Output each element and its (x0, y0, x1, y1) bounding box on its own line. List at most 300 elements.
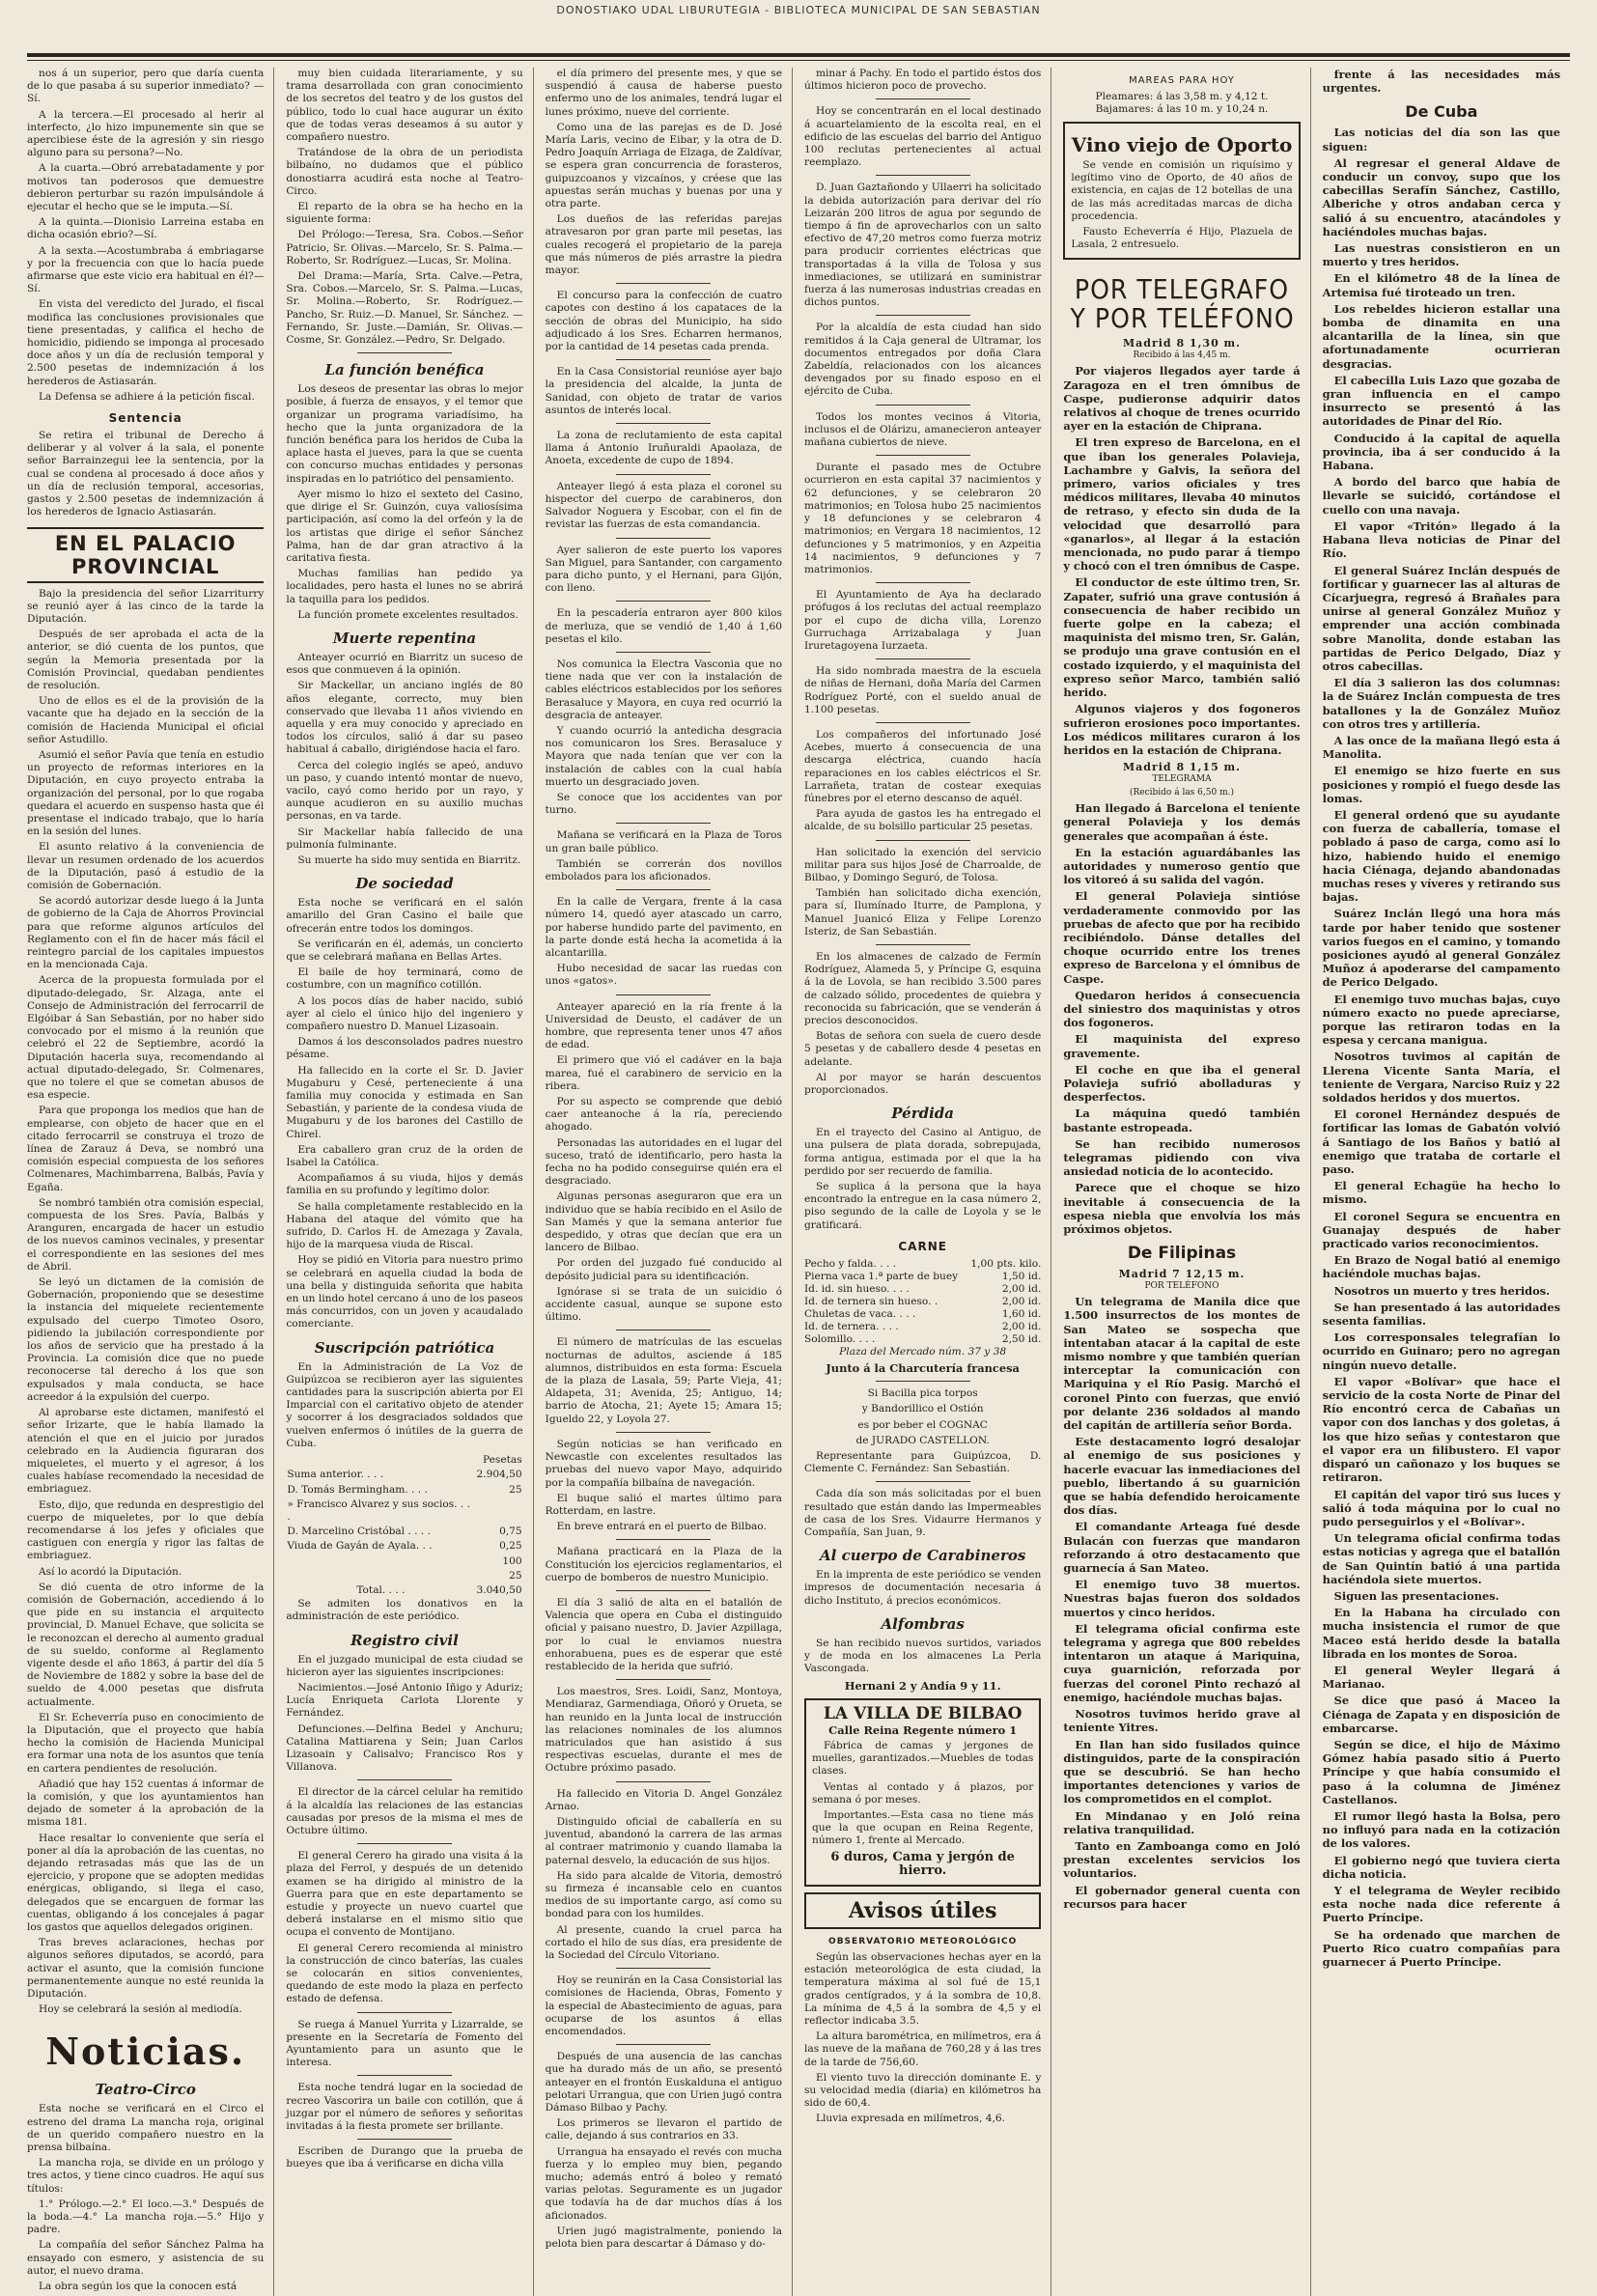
paragraph: La función promete excelentes resultados. (297, 608, 518, 621)
paragraph: Sir Mackellar, un anciano inglés de 80 años elegante, correcto, muy bien conservado que llevaba 11 años viviendo en aquella y era muy conocido y apreciado en todos los círculos, salió á dar su paseo habitual á caballo, dirigiéndose hacia el faro. (286, 680, 523, 756)
paragraph: Ha fallecido en Vitoria D. Angel González Arnao. (545, 1787, 782, 1812)
paragraph: El día 3 salió de alta en el batallón de Valencia que opera en Cuba el distinguido oficial y paisano nuestro, D. Javier Azpillaga, por lo cual le enviamos nuestra enhorabuena, pues es de esperar que esté restablecido de la herida que sufrió. (545, 1596, 782, 1672)
column-3 (546, 68, 793, 2296)
paragraph: Para que proponga los medios que han de emplearse, con objeto de hacer que en el citado ferrocarril se construya el trozo de línea de Zarauz á Deva, se nombró una comisión especial compuesta de los señores Colmenares, Machimbarrena, Balbás, Pavía y Egaña. (27, 1105, 265, 1193)
paragraph: En la Casa Consistorial reunióse ayer bajo la presidencia del alcalde, la junta de Sanidad, con objeto de tratar de varios asuntos de interés local. (545, 366, 782, 416)
paragraph: Cada día son más solicitadas por el buen resultado que están dando las Impermeables de casa de los Sres. Vidaurre Hermanos y Compañía, San Juan, 9. (804, 1488, 1042, 1539)
paragraph: Y cuando ocurrió la antedicha desgracia nos comunicaron los Sres. Berasaluce y Mayora que nada tenían que ver con la instalación de cables con la cual había muerto un desgraciado joven. (545, 724, 782, 788)
paragraph: Siguen las presentaciones. (1333, 1588, 1499, 1603)
heading-de-sociedad: De sociedad (355, 875, 454, 893)
table-row: 25 (509, 1569, 522, 1582)
paragraph: Un telegrama oficial confirma todas estas noticias y agrega que el batallón de San Quintín batió á una partida haciéndola siete muertos. (1322, 1531, 1560, 1586)
separator (616, 359, 711, 360)
paragraph: Al presente, cuando la cruel parca ha cortado el hilo de sus días, era presidente de la Sociedad del Círculo Vitoriano. (545, 1923, 782, 1961)
paragraph: Algunos viajeros y dos fogoneros sufrieron erosiones poco importantes. Los médicos militares curaron á los heridos en la estación de Chiprana. (1063, 702, 1301, 757)
paragraph: Ayer salieron de este puerto los vapores San Miguel, para Santander, con cargamento para dicho punto, y el Hernani, para Gijón, con lleno. (545, 544, 782, 595)
paragraph: El Sr. Echeverría puso en conocimiento de la Diputación, que el proyecto que había hecho la comisión de Hacienda Municipal era formar una nota de los asuntos que tenía en cartera pendientes de resolución. (27, 1711, 265, 1775)
paragraph: En breve entrará en el puerto de Bilbao. (556, 1521, 767, 1533)
heading-por-telegrafo (1063, 275, 1300, 333)
vino-oporto-ad (1063, 122, 1300, 260)
paragraph: Ha sido nombrada maestra de la escuela de niñas de Hernani, doña María del Carmen Rodríguez Porté, con el sueldo anual de 1.100 pesetas. (804, 665, 1042, 715)
paragraph: El buque salió el martes último para Rotterdam, en lastre. (545, 1492, 782, 1517)
paragraph: Se han recibido nuevos surtidos, variados y de moda en los almacenes La Perla Vascongada. (804, 1637, 1042, 1675)
separator (616, 283, 711, 284)
table-row: Suma anterior. . . . 2.904,50 (287, 1469, 522, 1481)
paragraph: Por viajeros llegados ayer tarde á Zaragoza en el tren ómnibus de Caspe, pudieronse adquirir datos relativos al choque de trenes ocurrido ayer en la estación de Chiprana. (1063, 364, 1301, 434)
paragraph: muy bien cuidada literariamente, y su trama desarrollada con gran conocimiento de los secretos del teatro y de los gustos del público, todo lo cual hace augurar un éxito que de todas veras deseamos á su autor y compañero nuestro. (286, 68, 523, 144)
paragraph: Se han recibido numerosos telegramas pidiendo con viva ansiedad noticia de lo acontecido. (1063, 1136, 1301, 1179)
paragraph: Acerca de la propuesta formulada por el diputado-delegado, Sr. Alzaga, ante el Consejo de Administración del ferrocarril de Elgóibar á San Sebastián, por no haber sido convocado por el mismo á la reunión que celebró el 22 de Septiembre, acordó la Diputación hacerla suya, recomendando al actual diputado-delegado, Sr. Colmenares, que no tolere el que se cometan abusos de esa especie. (27, 974, 265, 1102)
paragraph: Anteayer apareció en la ría frente á la Universidad de Deusto, el cadáver de un hombre, que representa tener unos 47 años de edad. (545, 1000, 782, 1051)
table-row: Id. id. sin hueso. . . . 2,00 id. (804, 1282, 1042, 1295)
heading-noticias: Noticias. (45, 2030, 246, 2074)
paragraph: Se ruega á Manuel Yurrita y Lizarralde, se presente en la Secretaría de Fomento del Ayuntamiento para un asunto que le interesa. (286, 2018, 523, 2069)
separator (876, 658, 970, 659)
heading-muerte-repentina: Muerte repentina (332, 629, 477, 647)
separator (876, 175, 970, 176)
paragraph: Se leyó un dictamen de la comisión de Gobernación, proponiendo que se desestime la instancia del miquelete recientemente expulsado del cuerpo Timoteo Osoro, pidiendo la jubilación correspondiente por los años de servicio que ha prestado á la Provincia. La comisión dice que no puede reconocerse tal derecho á los que son expulsados y mala conducta, se hace acreedor á la expulsión del cuerpo. (27, 1276, 265, 1403)
paragraph: Después de ser aprobada el acta de la anterior, se dió cuenta de los puntos, que según la Memoria presentada por la Comisión Provincial, quedaban pendientes de resolución. (27, 629, 265, 691)
telegrama-label: TELEGRAMA (1152, 774, 1212, 785)
paragraph: El capitán del vapor tiró sus luces y salió á toda máquina por lo cual no pudo perseguirlos y el «Bolívar». (1322, 1487, 1560, 1528)
paragraph: En la estación aguardábanles las autoridades y numeroso gentío que los vitoreó á su salida del vagón. (1063, 845, 1301, 887)
column-5 (1063, 68, 1310, 2296)
paragraph: Al regresar el general Aldave de conducir un convoy, supo que los cabecillas Serafín Sánchez, Castillo, Alberiche y otros andaban cerca y salió á su encuentro, atacándoles y haciéndoles muchas bajas. (1322, 155, 1560, 238)
paragraph: Hoy se concentrarán en el local destinado á acuartelamiento de la escolta real, en el edificio de las escuelas del barrio del Antiguo 100 reclutas pertenecientes al actual reemplazo. (804, 105, 1042, 169)
masthead-rule (27, 53, 1570, 57)
separator (616, 474, 711, 475)
paragraph: Y el telegrama de Weyler recibido esta noche nada dice referente á Puerto Príncipe. (1322, 1883, 1560, 1925)
paragraph: Hoy se celebrará la sesión al mediodía. (39, 2003, 242, 2016)
cognac-ad-line: de JURADO CASTELLON. (855, 1434, 990, 1446)
paragraph: Los maestros, Sres. Loidi, Sanz, Montoya, Mendiaraz, Garmendiaga, Oñoró y Orueta, se han reunido en la Junta local de instrucción las relaciones nominales de los alumnos matriculados que han asistido á sus respectivas escuelas, durante el mes de Octubre próximo pasado. (545, 1686, 782, 1775)
paragraph: Cerca del colegio inglés se apeó, anduvo un paso, y cuando intentó montar de nuevo, vacilo, cayó como herido por un rayo, y aunque acudieron en su auxilio muchas personas, en va tarde. (286, 759, 523, 823)
paragraph: Se suplica á la persona que la haya encontrado la entregue en la casa número 2, piso segundo de la calle de Loyola y se le gratificará. (804, 1181, 1042, 1231)
tide-info (1063, 91, 1300, 116)
paragraph: Los corresponsales telegrafían lo ocurrido en Guinaro; pero no agregan ningún nuevo detalle. (1322, 1330, 1560, 1372)
paragraph: D. Juan Gaztañondo y Ullaerri ha solicitado la debida autorización para derivar del río Leizarán 200 litros de agua por segundo de tiempo á fin de aprovecharlos con un salto efectivo de 47,20 metros como fuerza motriz para producir corrientes eléctricas que transportadas á la villa de Tolosa y sus inmediaciones, se utilizará en suministrar fuerza á las numerosas industrias creadas en dichos puntos. (804, 182, 1042, 309)
separator (876, 722, 970, 723)
paragraph: Ignórase si se trata de un suicidio ó accidente casual, aunque se supone esto último. (545, 1285, 782, 1324)
paragraph: El enemigo se hizo fuerte en sus posiciones y rompió el fuego desde las lomas. (1322, 764, 1560, 805)
paragraph: Se ha ordenado que marchen de Puerto Rico cuatro compañías para guarnecer á Puerto Príncipe. (1322, 1927, 1560, 1969)
paragraph: El general Echagüe ha hecho lo mismo. (1322, 1179, 1560, 1207)
paragraph: Según las observaciones hechas ayer en la estación meteorológica de esta ciudad, la temperatura máxima al sol fué de 15,1 grados centígrados, y á la sombra de 10,8. La mínima de 4,5 á la sombra de 4,5 y el reflector indicaba 3.5. (804, 1950, 1042, 2027)
paragraph: En vista del veredicto del Jurado, el fiscal modifica las conclusiones provisionales que tiene presentadas, y califica el hecho de homicidio, pidiendo se imponga al procesado doce años y un día de reclusión temporal y 2.500 pesetas de indemnización á los herederos de Astiasarán. (27, 298, 265, 387)
paragraph: 1.° Prólogo.—2.° El loco.—3.° Después de la boda.—4.° La mancha roja.—5.° Hijo y padre. (27, 2198, 265, 2236)
paragraph: Este destacamento logró desalojar al enemigo de sus posiciones y hacerle evacuar las inmediaciones del pueblo, libertando á su guarnición que se había defendido heroicamente dos días. (1063, 1435, 1301, 1518)
table-row: Solomillo. . . . 2,50 id. (804, 1332, 1042, 1345)
paragraph: Nosotros tuvimos herido grave al teniente Yitres. (1063, 1707, 1301, 1735)
subs-header: Pesetas (483, 1454, 522, 1467)
paragraph: El general Polavieja sintióse verdaderamente conmovido por las pruebas de afecto que por ha recibido recibiéndolo. Dánse detalles del choque ocurrido entre los trenes expreso de Barcelona y el ómnibus de Caspe. (1063, 889, 1301, 986)
paragraph: En Brazo de Nogal batió al enemigo haciéndole muchas bajas. (1322, 1253, 1560, 1281)
separator (357, 2075, 452, 2076)
paragraph: Tras breves aclaraciones, hechas por algunos señores diputados, se acordó, para activar el asunto, que la comisión funcione permanentemente aunque no esté reunida la Diputación. (27, 1937, 265, 2001)
paragraph: Urrangua ha ensayado el revés con mucha fuerza y lo empleo muy bien, pegando mucho; además entró á boleo y remató varias pelotas. Seguramente es un jugador que todavía ha de dar muchos días á los aficionados. (545, 2145, 782, 2222)
paragraph: El coronel Hernández después de fortificar las lomas de Gabatón volvió á Santiago de los Baños y batió al enemigo que trataba de cortarle el paso. (1322, 1107, 1560, 1177)
paragraph: Han llegado á Barcelona el teniente general Polavieja y los demás generales que acompañan á éste. (1063, 801, 1301, 843)
paragraph: También han solicitado dicha exención, para sí, Ilumínado Iturre, de Pamplona, y Manuel Juanicó Eliza y Felipe Lorenzo Isteriz, de San Sebastián. (804, 887, 1042, 938)
paragraph: el día primero del presente mes, y que se suspendió á causa de haberse puesto enfermo uno de los animales, tendrá lugar el lunes próximo, nueve del corriente. (545, 68, 782, 118)
paragraph: Añadió que hay 152 cuentas á informar de la comisión, y que los ayuntamientos han dejado de someter á la aprobación de la misma 181. (27, 1778, 265, 1829)
separator (357, 2012, 452, 2013)
separator (616, 823, 711, 824)
dateline: Madrid 8 1,30 m. (1122, 337, 1242, 350)
cognac-ad-rep: Representante para Guipúzcoa, D. Clemente C. Fernández: San Sebastián. (804, 1450, 1042, 1475)
vino-title: Vino viejo de Oporto (1071, 133, 1293, 156)
heading-de-filipinas: De Filipinas (1127, 1244, 1237, 1264)
heading-carabineros: Al cuerpo de Carabineros (820, 1547, 1026, 1565)
ad-line: 6 duros, Cama y jergón de hierro. (830, 1849, 1015, 1878)
table-row: 100 (502, 1554, 522, 1567)
paragraph: Todos los montes vecinos á Vitoria, inclusos el de Olárizu, amanecieron anteayer mañana cubiertos de nieve. (804, 410, 1042, 449)
paragraph: Al por mayor se harán descuentos proporcionados. (804, 1071, 1042, 1097)
cognac-ad-line: y Bandorillico el Ostión (861, 1403, 984, 1415)
separator (876, 944, 970, 945)
heading-de-cuba: De Cuba (1405, 102, 1478, 122)
paragraph: Se conoce que los accidentes van por turno. (545, 791, 782, 817)
paragraph: Al aprobarse este dictamen, manifestó el señor Irizarte, que le había llamado la atención el que en el juicio por jurados celebrado en la Audiencia figuraran dos miqueletes, el muerto y el agresor, á los cuales habíase recomendado la necesidad de embriaguez. (27, 1407, 265, 1496)
paragraph: Se dice que pasó á Maceo la Ciénaga de Zapata y en disposición de embarcarse. (1322, 1694, 1560, 1735)
paragraph: La compañía del señor Sánchez Palma ha ensayado con esmero, y asistencia de su autor, el nuevo drama. (27, 2239, 265, 2277)
paragraph: minar á Pachy. En todo el partido éstos dos últimos hicieron poco de provecho. (804, 68, 1042, 93)
table-row: » Francisco Alvarez y sus socios. . . . (287, 1498, 470, 1523)
paragraph: Para ayuda de gastos les ha entregado el alcalde, de su bolsillo particular 25 pesetas. (804, 808, 1042, 833)
cognac-ad-line: es por beber el COGNAC (857, 1418, 988, 1431)
separator (616, 1539, 711, 1540)
paragraph: En el juzgado municipal de esta ciudad se hicieron ayer las siguientes inscripciones: (286, 1653, 523, 1678)
paragraph: Tratándose de la obra de un periodista bilbaíno, no dudamos que el público donostiarra acudirá esta noche al Teatro-Circo. (286, 147, 523, 197)
paragraph: El enemigo tuvo 38 muertos. Nuestras bajas fueron dos soldados muertos y cinco heridos. (1063, 1578, 1301, 1619)
paragraph: Ayer mismo lo hizo el sexteto del Casino, que dirige el Sr. Guinzón, cuya valiosísima participación, así como la del orfeón y la de los artistas que dirige el señor Sánchez Palma, han de dar gran atractivo á la caritativa fiesta. (286, 488, 523, 564)
paragraph: Lluvia expresada en milímetros, 4,6. (816, 2113, 1005, 2125)
paragraph: A bordo del barco que había de llevarle se suicidó, cortándose el cuello con una navaja. (1322, 475, 1560, 517)
paragraph: Las noticias del día son las que siguen: (1322, 126, 1560, 154)
paragraph: En la pescadería entraron ayer 800 kilos de merluza, que se vendió de 1,40 á 1,60 pesetas el kilo. (545, 607, 782, 645)
paragraph: La zona de reclutamiento de esta capital llama á Antonio Iruñuraldi Apaolaza, de Anoeta, excedente de cupo de 1894. (545, 430, 782, 467)
table-total-row: Total. . . . 3.040,50 (356, 1583, 522, 1596)
received-line: (Recibido á las 6,50 m.) (1130, 788, 1234, 798)
paragraph: El día 3 salieron las dos columnas: la de Suárez Inclán compuesta de tres batallones y la de González Muñoz con otros tres y artillería. (1322, 676, 1560, 731)
paragraph: En el kilómetro 48 de la línea de Artemisa fué tiroteado un tren. (1322, 271, 1560, 299)
paragraph: El director de la cárcel celular ha remitido á la alcaldía las relaciones de las estancias causadas por presos de la misma el mes de Octubre último. (286, 1786, 523, 1836)
paragraph: Hoy se pidió en Vitoria para nuestro primo se celebrará en aquella ciudad la boda de una bella y distinguida señorita que habita en un lindo hotel cercano á uno de los paseos más concurridos, con un joven y acaudalado comerciante. (286, 1254, 523, 1330)
separator (876, 455, 970, 456)
paragraph: A la sexta.—Acostumbraba á embriagarse y por la frecuencia con que lo hacía puede afirmarse que este vicio era habitual en él?—Sí. (27, 244, 265, 295)
paragraph: Muchas familias han pedido ya localidades, pero hasta el lunes no se abrirá la taquilla para los pedidos. (286, 568, 523, 605)
paragraph: Han solicitado la exención del servicio militar para sus hijos José de Charroalde, de Bilbao, y Domingo Seguró, de Tolosa. (804, 846, 1042, 883)
paragraph: La obra según los que la conocen está (39, 2281, 238, 2293)
paragraph: El baile de hoy terminará, como de costumbre, con un magnífico cotillón. (286, 966, 523, 992)
paragraph: Por su aspecto se comprende que debió caer anteanoche á la ría, pereciendo ahogado. (545, 1096, 782, 1134)
paragraph: En Ilan han sido fusilados quince distinguidos, parte de la conspiración que se descubrió. Se han hecho importantes detenciones y varios de los comprometidos en el complot. (1063, 1737, 1301, 1806)
heading-funcion-benefica: La función benéfica (324, 361, 485, 379)
separator (876, 405, 970, 406)
paragraph: Su muerte ha sido muy sentida en Biarritz. (297, 854, 521, 866)
paragraph: El viento tuvo la dirección dominante E. y su velocidad media (diaria) en kilómetros ha sido de 60,4. (804, 2071, 1042, 2110)
paragraph: Acompañamos á su viuda, hijos y demás familia en su profundo y legítimo dolor. (286, 1172, 523, 1197)
dateline: Madrid 7 12,15 m. (1118, 1268, 1246, 1281)
paragraph: Mañana se verificará en la Plaza de Toros un gran baile público. (545, 829, 782, 854)
paragraph: El número de matrículas de las escuelas nocturnas de adultos, asciende á 185 alumnos, distribuidos en esta forma: Escuela de la plaza de Lasala, 59; Parte Vieja, 41; Aldapeta, 31; Avenida, 25; Antiguo, 14; barrio de Atocha, 21; Ayete 15; Amara 15; Igueldo 22, y Loyola 27. (545, 1336, 782, 1425)
avisos-utiles-box (804, 1892, 1041, 1929)
paragraph: En la calle de Vergara, frente á la casa número 14, quedó ayer atascado un carro, por haberse hundido parte del pavimento, en la parte donde está hecha la acometida á la alcantarilla. (545, 896, 782, 959)
separator (616, 1432, 711, 1433)
heading-alfombras: Alfombras (881, 1614, 965, 1633)
ad-line: Importantes.—Esta casa no tiene más que la que ocupan en Reina Regente, número 1, frente al Mercado. (812, 1808, 1034, 1847)
paragraph: El enemigo tuvo muchas bajas, cuyo número exacto no puede apreciarse, porque las retiraron todas en la espesa y cercana manigua. (1322, 992, 1560, 1048)
paragraph: Damos á los desconsolados padres nuestro pésame. (286, 1036, 523, 1061)
paragraph: Escriben de Durango que la prueba de bueyes que iba á verificarse en dicha villa (286, 2145, 523, 2170)
paragraph: En la Administración de La Voz de Guipúzcoa se recibieron ayer las siguientes cantidades para la suscripción abierta por El Imparcial con el caritativo objeto de atender y socorrer á los desgraciados soldados que vuelven enfermos ó inútiles de la guerra de Cuba. (286, 1360, 523, 1449)
heading-carne: CARNE (898, 1239, 947, 1253)
paragraph: El gobernador general cuenta con recursos para hacer (1063, 1883, 1301, 1911)
paragraph: Urien jugó magistralmente, poniendo la pelota bien para descartar á Dámaso y do- (545, 2225, 782, 2251)
paragraph: Anteayer llegó á esta plaza el coronel su hispector del cuerpo de carabineros, don Salvador Noguera y Escobar, con el fin de revistar las fuerzas de esta comandancia. (545, 480, 782, 531)
received-line: POR TELÉFONO (1144, 1281, 1219, 1292)
paragraph: La máquina quedó también bastante estropeada. (1063, 1106, 1301, 1134)
paragraph: Quedaron heridos á consecuencia del siniestro dos maquinistas y otros dos fogoneros. (1063, 988, 1301, 1030)
separator (357, 1843, 452, 1844)
paragraph: Ha fallecido en la corte el Sr. D. Javier Mugaburu y Cesé, perteneciente á una familia muy conocida y estimada en San Sebastián, y pariente de la condesa viuda de Mugaburu y de los barones del Castillo de Chirel. (286, 1064, 523, 1140)
masthead-rule-thin (27, 60, 1570, 61)
paragraph: Algunas personas aseguraron que era un individuo que se había recibido en el Asilo de San Mamés y que la semana anterior fue despedido, y otras que decían que era un lancero de Bilbao. (545, 1190, 782, 1254)
tide-high: Pleamares: á las 3,58 m. y 4,12 t. (1095, 91, 1269, 102)
paragraph: El Ayuntamiento de Aya ha declarado prófugos á los reclutas del actual reemplazo por el cupo de dicha villa, Lorenzo Gurruchaga Arrizabalaga y Juan Iruretagoyena Iurzaeta. (804, 589, 1042, 652)
paragraph: El general Cerero ha girado una visita á la plaza del Ferrol, y después de un detenido examen se ha dirigido al ministro de la Guerra para que en este departamento se estudie y proyecte un nuevo cuartel que deberá instalarse en el mismo sitio que ocupa el convento de Montijano. (286, 1850, 523, 1939)
villa-de-bilbao-ad (804, 1698, 1041, 1887)
paragraph: Distinguido oficial de caballería en su juventud, abandonó la carrera de las armas al contraer matrimonio y cuando llamaba la paternal desvelo, la educación de sus hijos. (545, 1815, 782, 1866)
table-row: Id. de ternera. . . . 2,00 id. (804, 1320, 1042, 1332)
paragraph: En los almacenes de calzado de Fermín Rodríguez, Alameda 5, y Príncipe G, esquina á la de Lovola, se han recibido 3.500 pares de calzado sólido, procedentes de quiebra y reconocida su fabricación, que se venderán á precios desconocidos. (804, 950, 1042, 1026)
paragraph: La mancha roja, se divide en un prólogo y tres actos, y tiene cinco cuadros. He aquí sus títulos: (27, 2157, 265, 2195)
paragraph: Así lo acordó la Diputación. (39, 1565, 182, 1578)
separator (616, 1590, 711, 1591)
separator (616, 423, 711, 424)
carne-address: Plaza del Mercado núm. 37 y 38 (839, 1345, 1007, 1358)
separator (616, 2044, 711, 2045)
separator (876, 1381, 970, 1382)
received-line: Recibido á las 4,45 m. (1133, 350, 1231, 361)
paragraph: Esto, dijo, que redunda en desprestigio del cuerpo de miqueletes, por lo que debía recomendarse á los jefes y oficiales que castiguen con energía y rigor las faltas de embriaguez. (27, 1498, 265, 1562)
paragraph: Nos comunica la Electra Vasconia que no tiene nada que ver con la instalación de cables eléctricos establecidos por los señores Berasaluce y Mayora, en cuya red ocurrió la desgracia de anteayer. (545, 658, 782, 721)
paragraph: Las nuestras consistieron en un muerto y tres heridos. (1322, 241, 1560, 269)
paragraph: El concurso para la confección de cuatro capotes con destino á los capataces de la sección de obras del Municipio, ha sido adjudicado á los Sres. Echarren hermanos, por la cantidad de 14 pesetas cada prenda. (545, 290, 782, 353)
ad-line: Fábrica de camas y jergones de muelles, garantizados.—Muebles de todas clases. (812, 1739, 1034, 1778)
paragraph: Los dueños de las referidas parejas atravesaron por gran parte mil pesetas, las cuales recogerá el propietario de la pareja que más números de piés arrastre la piedra mayor. (545, 213, 782, 277)
carne-charcuteria: Junto á la Charcutería francesa (826, 1361, 1020, 1376)
paragraph: El conductor de este último tren, Sr. Zapater, sufrió una grave contusión á consecuencia de haber recibido un fuerte golpe en la cabeza; el maquinista del mismo tren, Sr. Galán, se produjo una grave contusión en el costado izquierdo, y el maquinista del expreso señor Marco, también salió herido. (1063, 575, 1301, 700)
paragraph: En la Habana ha circulado con mucha insistencia el rumor de que Maceo está herido desde la batalla librada en los montes de Soroa. (1322, 1606, 1560, 1661)
heading-avisos-utiles: Avisos útiles (848, 1897, 997, 1923)
column-4 (804, 68, 1051, 2296)
table-row: D. Marcelino Cristóbal . . . . 0,75 (287, 1526, 522, 1538)
separator (876, 98, 970, 99)
paragraph: A los pocos días de haber nacido, subió ayer al cielo el único hijo del ingeniero y compañero nuestro D. Manuel Lizasoain. (286, 994, 523, 1032)
paragraph: Tanto en Zamboanga como en Joló prestan excelentes servicios los voluntarios. (1063, 1838, 1301, 1881)
paragraph: Hace resaltar lo conveniente que sería el poner al día la aprobación de las cuentas, no dejando retrasadas más que las de un ejercicio, y propone que se adopten medidas enérgicas, obligando, si llega el caso, delegados que se encarguen de formar las cuentas, obligando á los concejales á pagar los gastos que aquellos delegados originen. (27, 1832, 265, 1934)
separator (357, 2139, 452, 2140)
paragraph: Botas de señora con suela de cuero desde 5 pesetas y de caballero desde 4 pesetas en adelante. (804, 1030, 1042, 1068)
paragraph: Nosotros un muerto y tres heridos. (1333, 1283, 1551, 1298)
column-1 (27, 68, 274, 2296)
paragraph: Los rebeldes hicieron estallar una bomba de dinamita en una alcantarilla de la línea, sin que afortunadamente ocurrieran desgracias. (1322, 301, 1560, 371)
separator (616, 1781, 711, 1782)
paragraph: La altura barométrica, en milímetros, era á las nueve de la mañana de 760,28 y á las tres de la tarde de 756,60. (804, 2030, 1042, 2068)
paragraph: Los primeros se llevaron el partido de calle, dejando á sus contrarios en 33. (545, 2117, 782, 2142)
paragraph: Mañana practicará en la Plaza de la Constitución los ejercicios reglamentarios, el cuerpo de bomberos de nuestro Municipio. (545, 1546, 782, 1583)
table-row: D. Tomás Bermingham. . . . 25 (287, 1483, 522, 1496)
paragraph: Hoy se reunirán en la Casa Consistorial las comisiones de Hacienda, Obras, Fomento y la especial de Abastecimiento de aguas, para ocuparse de los asuntos á ellas encomendados. (545, 1974, 782, 2038)
paragraph: En el trayecto del Casino al Antiguo, de una pulsera de plata dorada, sobrepujada, forma antigua, estimada por el que la ha perdido por ser recuerdo de familia. (804, 1127, 1042, 1177)
paragraph: Por la alcaldía de esta ciudad han sido remitidos á la Caja general de Ultramar, los documentos entregados por doña Clara Zabeldía, relacionados con los alcances devengados por su finado esposo en el ejército de Cuba. (804, 322, 1042, 398)
table-row: Pecho y falda. . . . 1,00 pts. kilo. (804, 1257, 1042, 1270)
paragraph: El rumor llegó hasta la Bolsa, pero no influyó para nada en la cotización de los valores. (1322, 1808, 1560, 1851)
paragraph: El gobierno negó que tuviera cierta dicha noticia. (1322, 1853, 1560, 1881)
paragraph: Como una de las parejas es de D. José María Laris, vecino de Eibar, y la otra de D. Pedro Joaquín Arriaga de Elzaga, de Zaldívar, se espera gran concurrencia de forasteros, guipuzcoanos y vizcaínos, y créese que las apuestas serán muchas y buenas por una y otra parte. (545, 121, 782, 210)
paragraph: Esta noche tendrá lugar en la sociedad de recreo Vascorira un baile con cotillón, que á juzgar por el número de señores y señoritas invitadas á la fiesta promete ser brillante. (286, 2082, 523, 2133)
newspaper-columns (27, 68, 1570, 2293)
heading-perdida: Pérdida (891, 1105, 955, 1123)
paragraph: El maquinista del expreso gravemente. (1063, 1032, 1301, 1060)
paragraph: Después de una ausencia de las canchas que ha durado más de un año, se presentó anteayer en el frontón Euskalduna el antiguo pelotari Urrangua, que con Urien jugó contra Dámaso Bilbao y Pachy. (545, 2051, 782, 2114)
paragraph: El primero que vió el cadáver en la baja marea, fué el carabinero de servicio en la ribera. (545, 1054, 782, 1092)
paragraph: Se verificarán en él, además, un concierto que se celebrará mañana en Bellas Artes. (286, 938, 523, 963)
paragraph: Se retira el tribunal de Derecho á deliberar y al volver á la sala, el ponente señor Barrainzegui lee la sentencia, por la cual se condena al procesado á doce años y un día de reclusión temporal, accesorias, gastos y 2.500 pesetas de indemnización á los herederos de Ignacio Astiasarán. (27, 430, 265, 518)
telegrafo-line-2: Y POR TELÉFONO (1070, 302, 1295, 335)
separator (357, 1779, 452, 1780)
paragraph: Personadas las autoridades en el lugar del suceso, trató de identificarlo, pero hasta la fecha no ha podido conseguirse quién era el desgraciado. (545, 1136, 782, 1188)
paragraph: El asunto relativo á la conveniencia de llevar un resumen ordenado de los acuerdos de la Diputación, pasó á estudio de la comisión de Gobernación. (27, 841, 265, 891)
table-row: Id. de ternera sin hueso. . 2,00 id. (804, 1295, 1042, 1307)
paragraph: Fausto Echeverría é Hijo, Plazuela de Lasala, 2 entresuelo. (1071, 226, 1293, 251)
separator (616, 1968, 711, 1969)
subscription-table (286, 1453, 522, 1598)
paragraph: Sir Mackellar había fallecido de una pulmonía fulminante. (286, 826, 523, 851)
separator (876, 1481, 970, 1482)
paragraph: El telegrama oficial confirma este telegrama y agrega que 800 rebeldes intentaron un ataque á Mariquina, cuya guarnición, reforzada por fuerzas del coronel Pinto rechazó al enemigo, haciéndole muchas bajas. (1063, 1621, 1301, 1704)
telegrafo-line-1: POR TELEGRAFO (1074, 273, 1290, 306)
paragraph: El comandante Arteaga fué desde Bulacán con fuerzas que mandaron reforzando á otro destacamento que guarnecía á San Mateo. (1063, 1520, 1301, 1576)
paragraph: El general Cerero recomienda al ministro la construcción de cinco baterías, las cuales se colocarán en sitios convenientes, quedando de este modo la plaza en perfecto estado de defensa. (286, 1942, 523, 2005)
paragraph: Se nombró también otra comisión especial, compuesta de los Sres. Pavía, Balbás y Aranguren, encargada de hacer un estudio de los nuevos caminos vecinales, y presentar el correspondiente en las sesiones del mes de Abril. (27, 1196, 265, 1273)
column-2 (286, 68, 533, 2296)
paragraph: En la imprenta de este periódico se venden impresos de documentación necesaria á dicho Instituto, á precios económicos. (804, 1569, 1042, 1607)
paragraph: Esta noche se verificará en el Circo el estreno del drama La mancha roja, original de un querido compañero nuestro en la prensa bilbaína. (27, 2103, 265, 2154)
ad-title: LA VILLA DE BILBAO (823, 1703, 1023, 1723)
paragraph: Según se dice, el hijo de Máximo Gómez había pasado sitio á Puerto Príncipe y que había consumido el paso á la columna de Jiménez Castellanos. (1322, 1737, 1560, 1806)
separator (616, 601, 711, 602)
paragraph: Anteayer ocurrió en Biarritz un suceso de esos que conmueven á la opinión. (286, 651, 523, 677)
paragraph: Se dió cuenta de otro informe de la comisión de Gobernación, accediendo á lo que pide en su instancia el arquitecto provincial, D. Manuel Echave, que solicita se le reconozcan el derecho al aumento gradual de su sueldo, conforme al Reglamento vigente desde el año 1863, á partir del día 5 de Noviembre de 1882 y sobre la base del de sueldo de 4.000 pesetas que disfruta actualmente. (27, 1581, 265, 1708)
paragraph: Los deseos de presentar las obras lo mejor posible, á fuerza de ensayos, y el temor que organizar un programa variadísimo, ha hecho que la junta organizadora de la función benéfica para los heridos de Cuba la aplace hasta el jueves, para la que se cuenta con concurso muchas entidades y personas inspiradas en lo patriótico del pensamiento. (286, 383, 523, 485)
paragraph: El reparto de la obra se ha hecho en la siguiente forma: (286, 201, 523, 226)
paragraph: El vapor «Tritón» llegado á la Habana lleva noticias de Pinar del Río. (1322, 518, 1560, 561)
paragraph: Se vende en comisión un riquísimo y legítimo vino de Oporto, de 40 años de existencia, en cajas de 12 botellas de una de las más acreditadas marcas de dicha procedencia. (1071, 159, 1293, 222)
paragraph: El cabecilla Luis Lazo que gozaba de gran influencia en el campo insurrecto se presentó á las autoridades de Pinar del Río. (1322, 373, 1560, 429)
table-row: Chuletas de vaca. . . . 1,60 id. (804, 1307, 1042, 1320)
paragraph: Ha sido para alcalde de Vitoria, demostró su firmeza é incansable celo en cuantos medios de su importante cargo, así como su bondad para con los humildes. (545, 1869, 782, 1920)
paragraph: Suárez Inclán llegó una hora más tarde por haber tenido que sostener varios fuegos en el camino, y tomando posiciones ayudó al general González Muñoz á apoderarse del campamento de Perico Delgado. (1322, 907, 1560, 990)
column-6 (1323, 68, 1570, 2296)
table-row: Pierna vaca 1.ª parte de buey 1,50 id. (804, 1270, 1042, 1282)
paragraph: A las once de la mañana llegó esta á Manolita. (1322, 733, 1560, 762)
paragraph: Durante el pasado mes de Octubre ocurrieron en esta capital 37 nacimientos y 62 defunciones, y se celebraron 20 matrimonios; en Tolosa hubo 25 nacimientos y 18 defunciones y se celebraron 4 matrimonios; en Vergara 18 nacimientos, 12 defunciones y 5 matrimonios, y en Azpeitia 14 nacimientos, 9 defunciones y 7 matrimonios. (804, 462, 1042, 575)
separator (616, 538, 711, 539)
separator (876, 582, 970, 583)
heading-registro-civil: Registro civil (350, 1631, 459, 1649)
paragraph: El general Weyler llegará á Marianao. (1322, 1663, 1560, 1692)
paragraph: Parece que el choque se hizo inevitable á consecuencia de la espesa niebla que envolvía los más próximos objetos. (1063, 1181, 1301, 1236)
ad-subtitle: Calle Reina Regente número 1 (828, 1722, 1018, 1737)
paragraph: El coronel Segura se encuentra en Guanajay después de haber practicado varios reconocimientos. (1322, 1209, 1560, 1251)
paragraph: Nacimientos.—José Antonio Iñigo y Aduriz; Lucía Enriqueta Carlota Llorente y Fernández. (286, 1681, 523, 1720)
paragraph: nos á un superior, pero que daría cuenta de lo que pasaba á su superior inmediato? —Sí. (27, 68, 265, 105)
paragraph: Del Drama:—María, Srta. Calve.—Petra, Sra. Cobos.—Marcelo, Sr. S. Palma.—Lucas, Sr. Molina.—Roberto, Sr. Rodríguez.—Pancho, Sr. Ruiz.—D. Manuel, Sr. Sánchez. —Fernando, Sr. Juste.—Damián, Sr. Olivas.—Cosme, Sr. González.—Pedro, Sr. Delgado. (286, 270, 523, 347)
paragraph: Defunciones.—Delfina Bedel y Anchuru; Catalina Mattiarena y Sein; Juan Carlos Lizasoain y Calisalvo; Francisco Ros y Villanova. (286, 1722, 523, 1774)
heading-palacio-provincial: EN EL PALACIO PROVINCIAL (27, 527, 264, 583)
paragraph: Asumió el señor Pavía que tenía en estudio un proyecto de reformas interiores en la Diputación, en cuyo proyecto entraba la organización del personal, por lo que rogaba quedara el acuerdo en suspenso hasta que él presentase el indicado trabajo, que lo haría en la sesión del lunes. (27, 748, 265, 838)
ad-line: Ventas al contado y á plazos, por semana ó por meses. (812, 1780, 1034, 1806)
separator (876, 840, 970, 841)
heading-suscripcion: Suscripción patriótica (314, 1338, 495, 1357)
tide-low: Bajamares: á las 10 m. y 10,24 n. (1095, 103, 1269, 115)
meat-price-table (804, 1258, 1041, 1346)
table-row: Viuda de Gayán de Ayala. . . 0,25 (287, 1540, 522, 1553)
paragraph: Esta noche se verificará en el salón amarillo del Gran Casino el baile que ofrecerán entre todos los domingos. (286, 897, 523, 935)
heading-observatorio: OBSERVATORIO METEOROLÓGICO (828, 1936, 1018, 1946)
paragraph: El coche en que iba el general Polavieja sufrió abolladuras y desperfectos. (1063, 1062, 1301, 1105)
paragraph: El general ordenó que su ayudante con fuerza de caballería, tomase el poblado á paso de carga, como así lo hizo, habiendo huido el enemigo hacia Ciénaga, dejando abandonadas muchas reses y víveres y retirando sus bajas. (1322, 807, 1560, 905)
paragraph: Era caballero gran cruz de la orden de Isabel la Católica. (286, 1143, 523, 1169)
paragraph: Se han presentado á las autoridades sesenta familias. (1322, 1300, 1560, 1329)
paragraph: Un telegrama de Manila dice que 1.500 insurrectos de los montes de San Mateo se sospecha que intentaban atacar á la capital de este mismo nombre y que también querían interceptar la comunicación con Mariquina y el Río Pasig. Marchó el coronel Pinto con fuerzas, que envió por delante 236 soldados al mando del capitán de artillería señor Borda. (1063, 1295, 1301, 1433)
paragraph: Del Prólogo:—Teresa, Sra. Cobos.—Señor Patricio, Sr. Olivas.—Marcelo, Sr. S. Palma.—Roberto, Sr. Rodríguez.—Lucas, Sr. Molina. (286, 229, 523, 266)
paragraph: frente á las necesidades más urgentes. (1322, 68, 1560, 96)
paragraph: A la quinta.—Dionisio Larreina estaba en dicha ocasión ebrio?—Sí. (27, 216, 265, 241)
paragraph: Se admiten los donativos en la administración de este periódico. (286, 1598, 523, 1623)
separator (876, 315, 970, 316)
paragraph: En Mindanao y en Joló reina relativa tranquilidad. (1063, 1808, 1301, 1836)
dateline: Madrid 8 1,15 m. (1122, 761, 1242, 774)
paragraph: Según noticias se han verificado en Newcastle con excelentes resultados las pruebas del nuevo vapor Mayo, adquirido por la compañía bilbaína de navegación. (545, 1438, 782, 1489)
paragraph: Conducido á la capital de aquella provincia, iba á ser conducido á la Habana. (1322, 431, 1560, 473)
paragraph: Hubo necesidad de sacar las ruedas con unos «gatos». (545, 963, 782, 988)
separator (357, 352, 452, 353)
archive-banner: DONOSTIAKO UDAL LIBURUTEGIA - BIBLIOTECA MUNICIPAL DE SAN SEBASTIAN (556, 4, 1041, 16)
paragraph: El tren expreso de Barcelona, en el que iban los generales Polavieja, Lachambre y Galvis, la señora del primero, varios oficiales y tres médicos militares, llevaba 40 minutos de retraso, y efecto sin duda de la velocidad que desarrolló para «ganarlos», al llegar á la estación mencionada, no pudo parar á tiempo y chocó con el tren ómnibus de Caspe. (1063, 435, 1301, 574)
heading-mareas: MAREAS PARA HOY (1129, 75, 1235, 86)
separator (616, 652, 711, 653)
heading-teatro-circo: Teatro-Circo (95, 2081, 196, 2099)
separator (616, 994, 711, 995)
separator (616, 889, 711, 890)
paragraph: El vapor «Bolívar» que hace el servicio de la costa Norte de Pinar del Río encontró cerca de Cabañas un vapor con dos lanchas y dos goletas, á los que hizo señas y contestaron que el vapor era un filibustero. El vapor disparó un cañonazo y los buques se retiraron. (1322, 1374, 1560, 1485)
paragraph: A la tercera.—El procesado al herir al interfecto, ¿lo hizo impunemente sin que se apercibiese éste de la agresión y sin riesgo alguno para su persona?—No. (27, 108, 265, 159)
heading-sentencia: Sentencia (108, 411, 182, 426)
paragraph: El general Suárez Inclán después de fortificar y guarnecer las al alturas de Cícarjuegra, regresó á Brañales para unirse al general González Muñoz y emprender una acción combinada sobre Manolita, donde estaban las partidas de Perico Delgado, Díaz y otros cabecillas. (1322, 563, 1560, 673)
paragraph: Se halla completamente restablecido en la Habana del ataque del vómito que ha sufrido, D. Carlos H. de Amezaga y Zavala, hijo de la marquesa viuda de Riscal. (286, 1200, 523, 1251)
separator (616, 1679, 711, 1680)
cognac-ad-line: Si Bacilla pica torpos (867, 1387, 978, 1400)
paragraph: Los compañeros del infortunado José Acebes, muerto á consecuencia de una descarga eléctrica, cuando hacía reparaciones en los cables eléctricos el Sr. Larrañeta, tratan de costear exequias fúnebres por el eterno descanso de aquél. (804, 728, 1042, 804)
paragraph: Nosotros tuvimos al capitán de Llerena Vicente Santa María, el teniente de Vergara, Narciso Ruiz y 22 soldados heridos y dos muertos. (1322, 1050, 1560, 1106)
paragraph: La Defensa se adhiere á la petición fiscal. (39, 390, 255, 403)
paragraph: También se correrán dos novillos embolados para los aficionados. (545, 857, 782, 882)
paragraph: Hernani 2 y Andía 9 y 11. (844, 1678, 1001, 1693)
paragraph: A la cuarta.—Obró arrebatadamente y por motivos tan poderosos que demuestre debieron perturbar su razón impulsándole á ejecutar el hecho que se le imputa.—Sí. (27, 162, 265, 213)
